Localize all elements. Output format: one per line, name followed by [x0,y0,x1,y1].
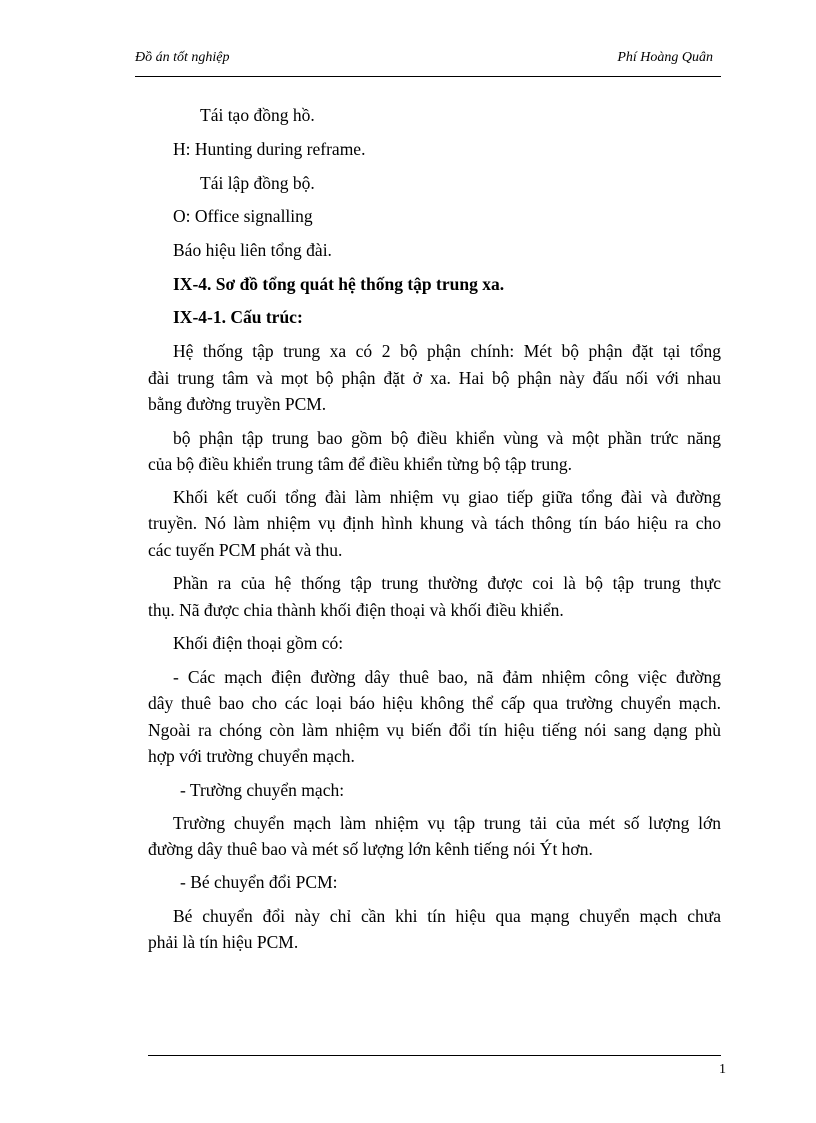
paragraph-line: đường dây thuê bao và mét số lượng lớn kênh tiếng nói Ýt hơn. [148,839,593,859]
paragraph-line: truyền. Nó làm nhiệm vụ định hình khung và tách thông tín báo hiệu ra cho [148,513,721,533]
paragraph-line: hợp với trường chuyển mạch. [148,746,355,766]
text-line: Tái lập đồng bộ. [200,173,315,193]
text-line: O: Office signalling [173,206,313,226]
paragraph-line: thụ. Nã được chia thành khối điện thoại và khối điều khiển. [148,600,564,620]
list-item-heading: - Bé chuyển đổi PCM: [180,872,338,892]
paragraph-line: Khối điện thoại gồm có: [173,633,344,653]
header-title: Đồ án tốt nghiệp [135,50,230,65]
header-author: Phí Hoàng Quân [617,50,713,65]
paragraph-line: Khối kết cuối tổng đài làm nhiệm vụ giao tiếp giữa tổng đài và đường [173,487,721,507]
text-line: H: Hunting during reframe. [173,139,366,159]
paragraph-line: Hệ thống tập trung xa có 2 bộ phận chính: Mét bộ phận đặt tại tổng [173,341,721,361]
paragraph-line: Bé chuyển đổi này chỉ cần khi tín hiệu qua mạng chuyển mạch chưa [173,906,721,926]
header-divider [135,76,721,77]
paragraph-line: - Các mạch điện đường dây thuê bao, nã đảm nhiệm công việc đường [173,667,721,687]
paragraph-line: Ngoài ra chóng còn làm nhiệm vụ biến đổi tín hiệu tiếng nói sang dạng phù [148,720,721,740]
text-line: Báo hiệu liên tổng đài. [173,240,332,260]
subsection-heading: IX-4-1. Cấu trúc: [173,307,303,327]
paragraph-line: bộ phận tập trung bao gồm bộ điều khiển vùng và một phần trức năng [173,428,721,448]
paragraph-line: Trường chuyển mạch làm nhiệm vụ tập trung tải của mét số lượng lớn [173,813,721,833]
paragraph-line: dây thuê bao cho các loại báo hiệu không thể cấp qua trường chuyển mạch. [148,693,721,713]
page-header [135,50,721,72]
paragraph-line: đài trung tâm và mọt bộ phận đặt ở xa. Hai bộ phận này đấu nối với nhau [148,368,721,388]
text-line: Tái tạo đồng hồ. [200,105,315,125]
paragraph-line: Phần ra của hệ thống tập trung thường được coi là bộ tập trung thực [173,573,721,593]
section-heading: IX-4. Sơ đồ tổng quát hệ thống tập trung xa. [173,274,505,294]
page-number: 1 [719,1062,726,1077]
list-item-heading: - Trường chuyển mạch: [180,780,345,800]
paragraph-line: bằng đường truyền PCM. [148,394,327,414]
footer-divider [148,1055,721,1056]
paragraph-line: phải là tín hiệu PCM. [148,932,299,952]
paragraph-line: của bộ điều khiển trung tâm để điều khiển từng bộ tập trung. [148,454,573,474]
paragraph-line: các tuyến PCM phát và thu. [148,540,343,560]
